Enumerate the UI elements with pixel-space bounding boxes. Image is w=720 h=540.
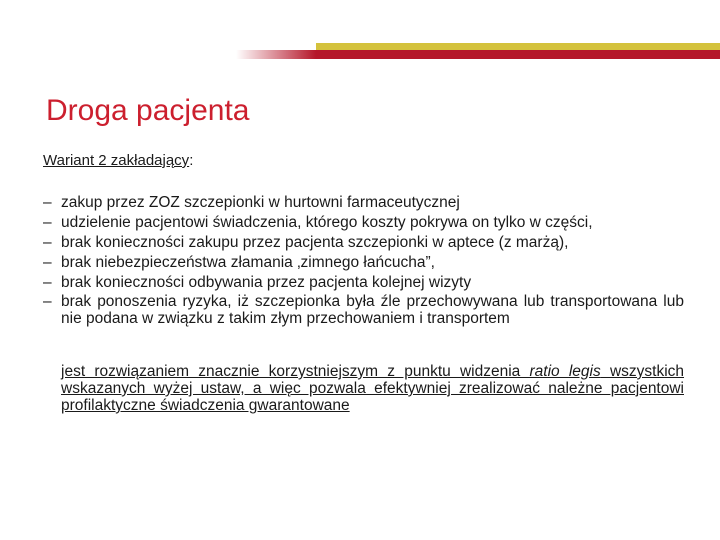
list-item	[43, 293, 684, 327]
list-item	[43, 233, 684, 253]
conclusion-latin-term: ratio legis	[529, 363, 601, 380]
list-item-text: brak konieczności odbywania przez pacjenta kolejnej wizyty	[61, 274, 472, 291]
bullet-dash: –	[43, 194, 52, 211]
bullet-dash: –	[43, 254, 52, 271]
bullet-dash: –	[43, 274, 52, 291]
conclusion-text-end: wszystkich wskazanych wyżej ustaw, a więc pozwala efektywniej zrealizować należne pacjentowi profilaktyczne świadczenia gwarantowane	[61, 363, 685, 414]
subtitle-text: Wariant 2 zakładający	[43, 152, 190, 169]
list-item	[43, 193, 684, 213]
slide-subtitle	[43, 152, 193, 169]
conclusion-text-start: jest rozwiązaniem znacznie korzystniejszym z punktu widzenia	[61, 363, 530, 380]
conclusion-paragraph	[61, 363, 684, 414]
list-item-text: zakup przez ZOZ szczepionki w hurtowni farmaceutycznej	[61, 194, 460, 211]
list-item-text: udzielenie pacjentowi świadczenia, którego koszty pokrywa on tylko w części,	[61, 214, 593, 231]
list-item-text: brak niebezpieczeństwa złamania ‚zimnego łańcucha”,	[61, 254, 435, 271]
bullet-dash: –	[43, 214, 52, 231]
bullet-dash: –	[43, 293, 52, 310]
list-item	[43, 253, 684, 273]
header-accent-fade	[236, 50, 316, 59]
subtitle-colon: :	[189, 152, 194, 169]
list-item-text: brak konieczności zakupu przez pacjenta szczepionki w aptece (z marżą),	[61, 234, 569, 251]
slide-title: Droga pacjenta	[46, 94, 250, 127]
list-item	[43, 273, 684, 293]
header-accent-red-bar	[316, 50, 720, 59]
list-item-text: brak ponoszenia ryzyka, iż szczepionka była źle przechowywana lub transportowana lub nie podana w związku z takim złym przechowaniem i transportem	[61, 293, 684, 327]
list-item	[43, 213, 684, 233]
header-accent-gold-bar	[316, 43, 720, 50]
bullet-dash: –	[43, 234, 52, 251]
bullet-list	[43, 193, 684, 327]
